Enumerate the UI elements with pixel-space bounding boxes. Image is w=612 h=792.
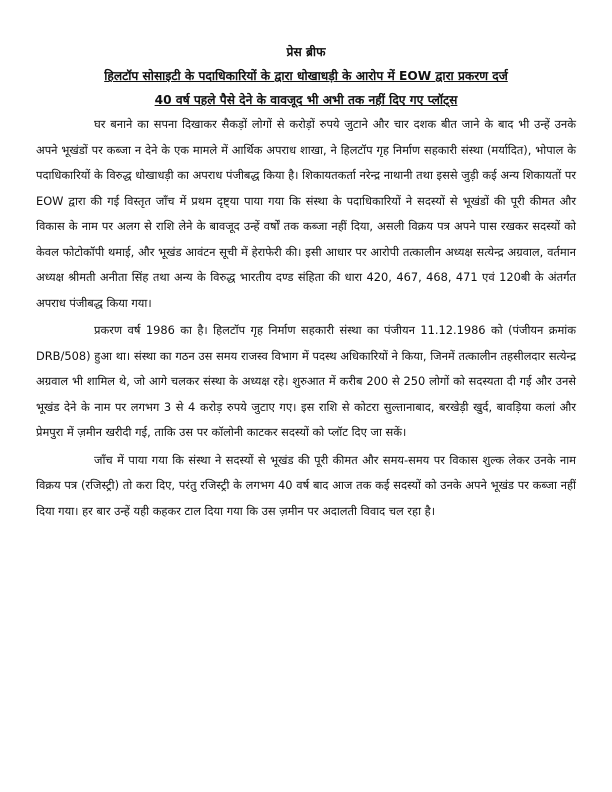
- body-paragraph-1: घर बनाने का सपना दिखाकर सैकड़ों लोगों से करोड़ों रुपये जुटाने और चार दशक बीत जाने के बाद भी उन्हें उनके अपने भूखंडों पर कब्जा न देने के एक मामले में आर्थिक अपराध शाखा, ने हिलटॉप गृह निर्माण सहकारी संस्था (मर्यादित), भोपाल के पदाधिकारियों के विरुद्ध धोखाधड़ी का अपराध पंजीबद्ध किया है। शिकायतकर्ता नरेन्द्र नाथानी तथा इससे जुड़ी कई अन्य शिकायतों पर EOW द्वारा की गई विस्तृत जाँच में प्रथम दृष्ट्या पाया गया कि संस्था के पदाधिकारियों ने सदस्यों से भूखंडों की पूरी कीमत और विकास के नाम पर अलग से राशि लेने के बावजूद उन्हें वर्षों तक कब्जा नहीं दिया, असली विक्रय पत्र अपने पास रखकर सदस्यों को केवल फोटोकॉपी थमाई, और भूखंड आवंटन सूची में हेराफेरी की। इसी आधार पर आरोपी तत्कालीन अध्यक्ष सत्येन्द्र अग्रवाल, वर्तमान अध्यक्ष श्रीमती अनीता सिंह तथा अन्य के विरुद्ध भारतीय दण्ड संहिता की धारा 420, 467, 468, 471 एवं 120बी के अंतर्गत अपराध पंजीबद्ध किया गया।: [36, 117, 576, 310]
- headline-line-2: 40 वर्ष पहले पैसे देने के वावजूद भी अभी तक नहीं दिए गए प्लॉट्स: [154, 93, 458, 107]
- document-label: प्रेस ब्रीफ: [286, 45, 326, 59]
- body-paragraph-2: प्रकरण वर्ष 1986 का है। हिलटॉप गृह निर्माण सहकारी संस्था का पंजीयन 11.12.1986 को (पंजीयन क्रमांक DRB/508) हुआ था। संस्था का गठन उस समय राजस्व विभाग में पदस्थ अधिकारियों ने किया, जिनमें तत्कालीन तहसीलदार सत्येन्द्र अग्रवाल भी शामिल थे, जो आगे चलकर संस्था के अध्यक्ष रहे। शुरुआत में करीब 200 से 250 लोगों को सदस्यता दी गई और उनसे भूखंड देने के नाम पर लगभग 3 से 4 करोड़ रुपये जुटाए गए। इस राशि से कोटरा सुल्तानाबाद, बरखेड़ी खुर्द, बावड़िया कलां और प्रेमपुरा में ज़मीन खरीदी गई, ताकि उस पर कॉलोनी काटकर सदस्यों को प्लॉट दिए जा सकें।: [36, 323, 576, 439]
- headline-line-1: हिलटॉप सोसाइटी के पदाधिकारियों के द्वारा धोखाधड़ी के आरोप में EOW द्वारा प्रकरण दर्ज: [104, 69, 508, 83]
- body-paragraph-3: जाँच में पाया गया कि संस्था ने सदस्यों से भूखंड की पूरी कीमत और समय-समय पर विकास शुल्क लेकर उनके नाम विक्रय पत्र (रजिस्ट्री) तो करा दिए, परंतु रजिस्ट्री के लगभग 40 वर्ष बाद आज तक कई सदस्यों को उनके अपने भूखंड पर कब्जा नहीं दिया गया। हर बार उन्हें यही कहकर टाल दिया गया कि उस ज़मीन पर अदालती विवाद चल रहा है।: [36, 452, 576, 518]
